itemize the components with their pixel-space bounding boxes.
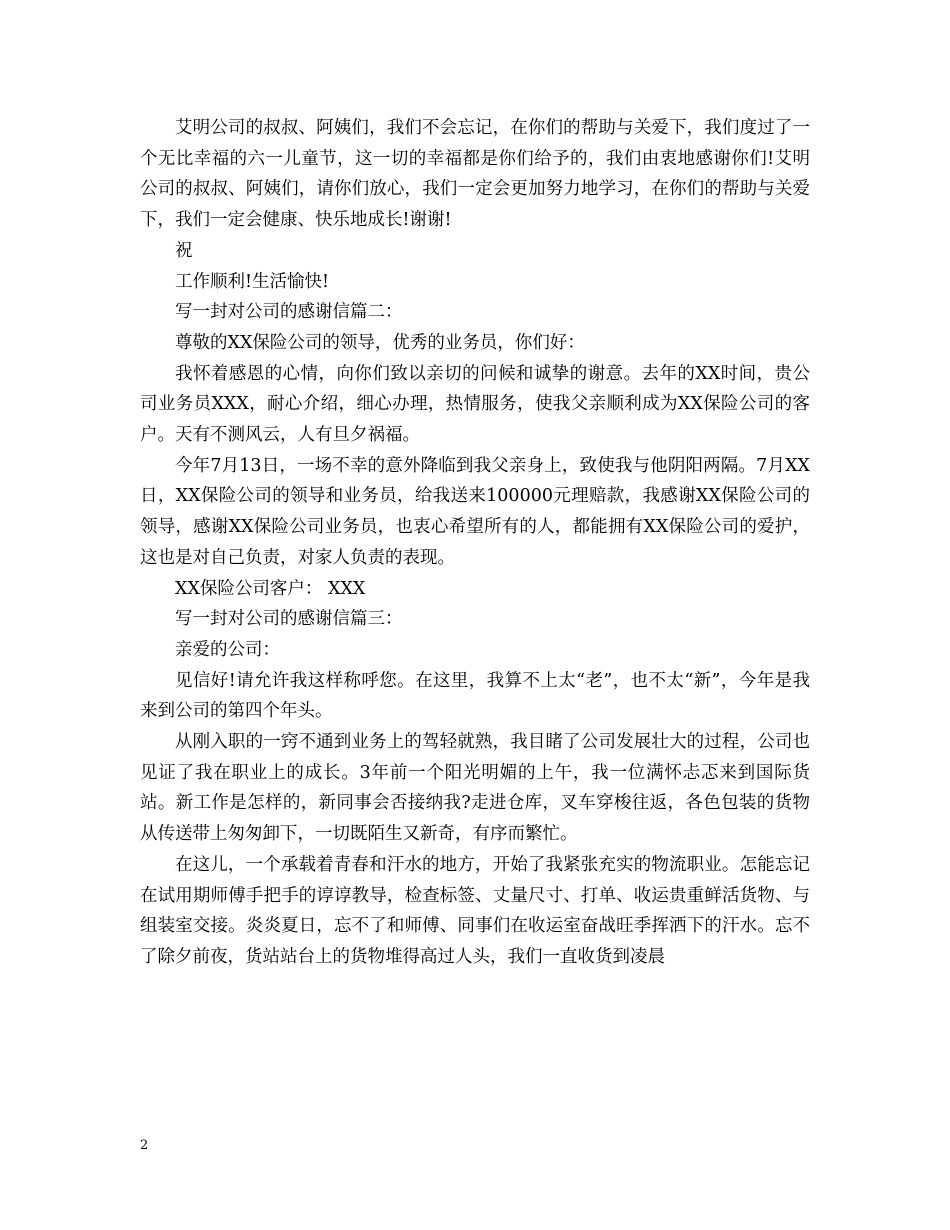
section-heading: 写一封对公司的感谢信篇三：: [175, 609, 403, 630]
page-number: 2: [140, 1138, 149, 1153]
paragraph: 艾明公司的叔叔、阿姨们，我们不会忘记，在你们的帮助与关爱下，我们度过了一个无比幸福的六一儿童节，这一切的幸福都是你们给予的，我们由衷地感谢你们!艾明公司的叔叔、阿姨们，请你们放心，我们一定会更加努力地学习，在你们的帮助与关爱下，我们一定会健康、快乐地成长!谢谢!: [140, 118, 810, 231]
paragraph: 见信好!请允许我这样称呼您。在这里，我算不上太“老”，也不太“新”，今年是我来到公司的第四个年头。: [140, 670, 810, 722]
salutation: 尊敬的XX保险公司的领导，优秀的业务员，你们好：: [175, 332, 585, 353]
salutation: 亲爱的公司：: [175, 639, 280, 660]
section-heading: 写一封对公司的感谢信篇二：: [175, 302, 403, 323]
paragraph: 从刚入职的一窍不通到业务上的驾轻就熟，我目睹了公司发展壮大的过程，公司也见证了我在职业上的成长。3年前一个阳光明媚的上午，我一位满怀忐忑来到国际货站。新工作是怎样的，新同事会否接纳我?走进仓库，叉车穿梭往返，各色包装的货物从传送带上匆匆卸下，一切既陌生又新奇，有序而繁忙。: [140, 732, 810, 845]
paragraph: 祝: [175, 240, 193, 261]
paragraph: 在这儿，一个承载着青春和汗水的地方，开始了我紧张充实的物流职业。怎能忘记在试用期师傅手把手的谆谆教导，检查标签、丈量尺寸、打单、收运贵重鲜活货物、与组装室交接。炎炎夏日，忘不了和师傅、同事们在收运室奋战旺季挥洒下的汗水。忘不了除夕前夜，货站站台上的货物堆得高过人头，我们一直收货到凌晨: [140, 854, 810, 967]
signature-line: XX保险公司客户： XXX: [175, 578, 366, 599]
letter-body: [140, 113, 810, 973]
paragraph: 工作顺利!生活愉快!: [175, 271, 330, 292]
paragraph: 我怀着感恩的心情，向你们致以亲切的问候和诚挚的谢意。去年的XX时间，贵公司业务员XXX，耐心介绍，细心办理，热情服务，使我父亲顺利成为XX保险公司的客户。天有不测风云，人有旦夕祸福。: [140, 363, 810, 446]
paragraph: 今年7月13日，一场不幸的意外降临到我父亲身上，致使我与他阴阳两隔。7月XX日，XX保险公司的领导和业务员，给我送来100000元理赔款，我感谢XX保险公司的领导，感谢XX保险公司业务员，也衷心希望所有的人，都能拥有XX保险公司的爱护，这也是对自己负责，对家人负责的表现。: [140, 455, 810, 568]
